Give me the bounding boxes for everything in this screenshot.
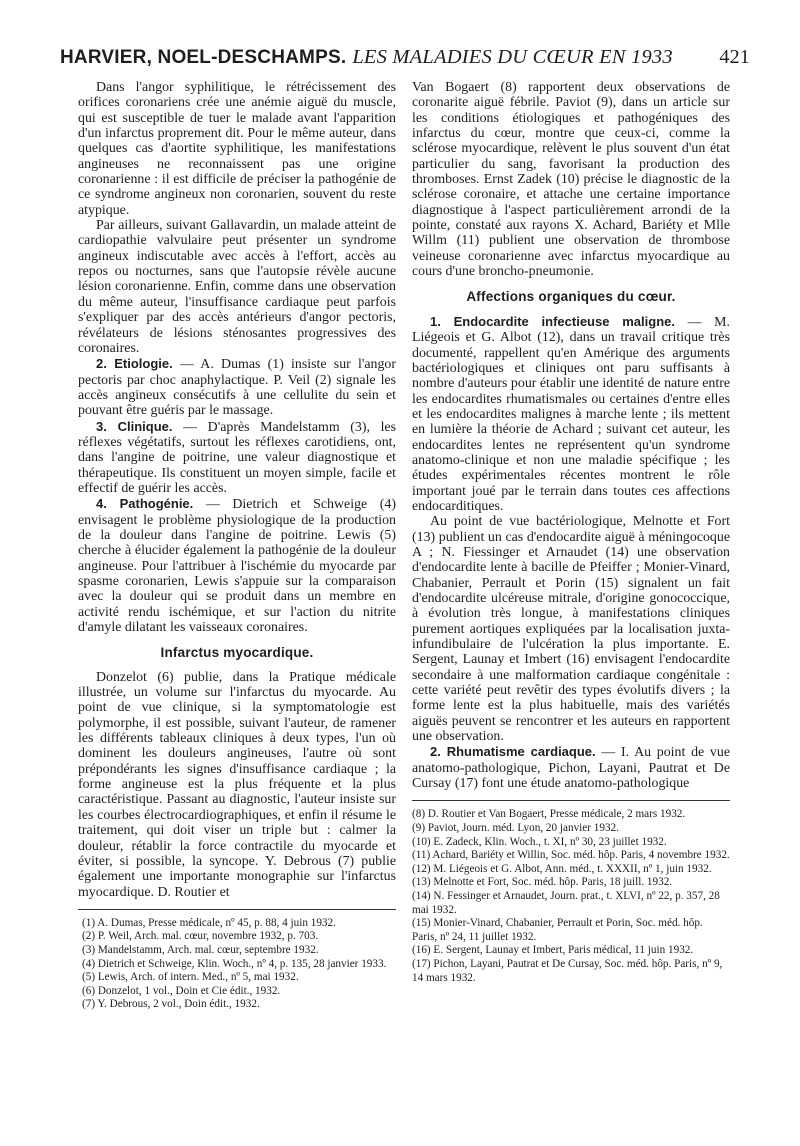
footnote: (2) P. Weil, Arch. mal. cœur, novembre 1932, p. 703.: [82, 930, 319, 943]
footnote: (10) E. Zadeck, Klin. Woch., t. XI, nº 30, 23 juillet 1932.: [412, 835, 667, 848]
subheading: 2. Rhumatisme cardiaque.: [430, 744, 596, 760]
footnote: (4) Dietrich et Schweige, Klin. Woch., nº 4, p. 135, 28 janvier 1933.: [82, 957, 387, 970]
footnotes: [412, 808, 730, 985]
section-heading: Infarctus myocardique.: [160, 645, 314, 661]
footnote: (12) M. Liégeois et G. Albot, Ann. méd., t. XXXII, nº 1, juin 1932.: [412, 862, 712, 875]
section-heading: Affections organiques du cœur.: [466, 289, 676, 305]
paragraph-text: — M. Liégeois et G. Albot (12), dans un travail critique très documenté, rappellent qu'en Amérique des arguments bactériologiques et cliniques ont paru suffisants à nombre d'auteurs pour établir une identité de nature entre les endocardites rhumatismales ou certaines d'entre elles et les endocardites malignes à marche lente ; ils mettent en lumière la théorie de Achard ; suivant cet auteur, les endocardites lentes ne représentent qu'un syndrome anatomo-clinique et non une maladie spécifique ; les études expérimentales récentes montrent le rôle important joué par le terrain dans toutes ces affections endocarditiques.: [412, 314, 731, 514]
paragraph-text: — A. Dumas (1) insiste sur l'angor pectoris par choc anaphylactique. P. Veil (2) signale les accès angineux consécutifs à une cellulite du sein et pouvant être guéris par le massage.: [78, 357, 396, 419]
paragraph: Van Bogaert (8) rapportent deux observations de coronarite aiguë fébrile. Paviot (9), dans un article sur les conditions étiologiques et pathogéniques des infarctus du cœur, montre que ceux-ci, comme la sclérose myocardique, relèvent le plus souvent d'un état particulier du sang, favorisant la production des thromboses. Ernst Zadek (10) précise le diagnostic de la sclérose coronaire, et attache une certaine importance diagnostique à l'aspect particulièrement arrondi de la pointe, constaté aux rayons X. Achard, Bariéty et Mlle Willm (11) publient une observation de thrombose veineuse coronarienne avec infarctus myocardique au cours d'une broncho-pneumonie.: [412, 80, 730, 280]
footnote: (17) Pichon, Layani, Pautrat et De Cursay, Soc. méd. hôp. Paris, nº 9, 14 mars 1932.: [412, 958, 723, 984]
footnote: (9) Paviot, Journ. méd. Lyon, 20 janvier 1932.: [412, 822, 619, 835]
subheading: 4. Pathogénie.: [96, 496, 194, 512]
paragraph-rhumatisme: [412, 744, 730, 791]
paragraph-clinique: [78, 419, 396, 497]
page-number: 421: [719, 46, 750, 68]
footnote: (14) N. Fessinger et Arnaudet, Journ. prat., t. XLVI, nº 22, p. 357, 28 mai 1932.: [412, 890, 720, 916]
subheading: 2. Etiologie.: [96, 356, 173, 372]
paragraph-etiologie: [78, 356, 396, 418]
footnote: (11) Achard, Bariéty et Willin, Soc. méd. hôp. Paris, 4 novembre 1932.: [412, 849, 730, 862]
subheading: 3. Clinique.: [96, 418, 173, 434]
header-title: LES MALADIES DU CŒUR EN 1933: [352, 46, 673, 68]
footnote: (8) D. Routier et Van Bogaert, Presse médicale, 2 mars 1932.: [412, 808, 686, 821]
right-column: [412, 80, 730, 985]
left-column: [78, 80, 396, 1012]
paragraph-text: — D'après Mandelstamm (3), les réflexes végétatifs, surtout les réflexes carotidiens, ont, dans l'angine de poitrine, une valeur diagnostique et thérapeutique. Ils constituent un moyen simple, facile et effectif de guérir les accès.: [78, 419, 397, 496]
paragraph: Au point de vue bactériologique, Melnotte et Fort (13) publient un cas d'endocardite aiguë à méningocoque A ; N. Fiessinger et Arnaudet (14) une observation d'endocardite lente à bacille de Pfeiffer ; Monier-Vinard, Chabanier, Perrault et Porin (15) signalent un fait d'endocardite ulcéreuse mitrale, d'origine gonococcique, à évolution très longue, à manifestations cliniques purement aortiques expliquées par la localisation juxta-infundibulaire de l'ulcération la plus importante. E. Sergent, Launay et Imbert (16) envisagent l'endocardite secondaire à une malformation cardiaque congénitale : cette variété peut revêtir des types évolutifs divers ; la forme lente est la plus habituelle, mais des variétés aiguës peuvent se rencontrer et les auteurs en rapportent une observation.: [412, 514, 730, 745]
paragraph: Par ailleurs, suivant Gallavardin, un malade atteint de cardiopathie valvulaire peut présenter un syndrome angineux indiscutable avec accès à l'effort, accès au repos ou nocturnes, sans que l'autopsie révèle aucune lésion coronarienne. Enfin, comme dans une observation du même auteur, l'insuffisance cardiaque peut parfois s'expliquer par des accès antérieurs d'angor pectoris, révélateurs de lésions sténosantes progressives des coronaires.: [78, 218, 396, 356]
running-header: [60, 46, 750, 78]
subheading: 1. Endocardite infectieuse maligne.: [430, 313, 675, 329]
paragraph-text: — I. Au point de vue anatomo-pathologique, Pichon, Layani, Pautrat et De Cursay (17) font une étude anatomo-pathologique: [412, 745, 730, 792]
footnote: (5) Lewis, Arch. of intern. Med., nº 5, mai 1932.: [82, 971, 299, 984]
footnote-divider: [78, 909, 396, 910]
header-authors: HARVIER, NOEL-DESCHAMPS.: [60, 47, 347, 68]
footnote: (7) Y. Debrous, 2 vol., Doin édit., 1932.: [82, 998, 260, 1011]
paragraph-pathogenie: [78, 496, 396, 635]
footnote: (13) Melnotte et Fort, Soc. méd. hôp. Paris, 18 juill. 1932.: [412, 876, 673, 889]
footnote-divider: [412, 800, 730, 801]
footnotes: [78, 917, 396, 1012]
paragraph: Dans l'angor syphilitique, le rétrécissement des orifices coronariens crée une anémie aiguë du muscle, qui est susceptible de tuer le malade avant l'apparition d'un infarctus proprement dit. Pour le même auteur, dans quelques cas d'aortite syphilitique, les manifestations angineuses ne reconnaissent pas une origine coronarienne : il est difficile de préciser la pathogénie de ce syndrome angineux non coronarien, souvent du reste atypique.: [78, 80, 396, 218]
footnote: (6) Donzelot, 1 vol., Doin et Cie édit., 1932.: [82, 984, 281, 997]
paragraph: Donzelot (6) publie, dans la Pratique médicale illustrée, un volume sur l'infarctus du myocarde. Au point de vue clinique, si la symptomatologie est polymorphe, il est possible, suivant l'auteur, de ramener les différents tableaux cliniques à deux types, l'un où dominent les douleurs angineuses, l'autre où sont prépondérants les signes d'insuffisance cardiaque ; la forme angineuse est la plus fréquente et la plus caractéristique. Passant au diagnostic, l'auteur insiste sur les courbes électrocardiographiques, et enfin il résume le traitement, qui doit viser un triple but : calmer la douleur, rétablir la force contractile du myocarde et éviter, si possible, la syncope. Y. Debrous (7) publie également une importante monographie sur l'infarctus myocardique. D. Routier et: [78, 669, 396, 900]
paragraph-text: — Dietrich et Schweige (4) envisagent le problème physiologique de la production de la douleur dans l'angine de poitrine. Lewis (5) cherche à élucider également la pathogénie de la douleur angineuse. Pour l'attribuer à l'ischémie du myocarde par spasme coronarien, Lewis s'appuie sur la comparaison avec la douleur qui se produit dans un membre en activité rendu ischémique, et sur l'action du nitrite d'amyle dilatant les vaisseaux coronaires.: [78, 497, 396, 636]
footnote: (3) Mandelstamm, Arch. mal. cœur, septembre 1932.: [82, 944, 319, 957]
footnote: (16) E. Sergent, Launay et Imbert, Paris médical, 11 juin 1932.: [412, 944, 694, 957]
footnote: (1) A. Dumas, Presse médicale, nº 45, p. 88, 4 juin 1932.: [82, 916, 336, 929]
paragraph-endocardite: [412, 314, 730, 514]
footnote: (15) Monier-Vinard, Chabanier, Perrault et Porin, Soc. méd. hôp. Paris, nº 24, 11 juillet 1932.: [412, 917, 703, 943]
